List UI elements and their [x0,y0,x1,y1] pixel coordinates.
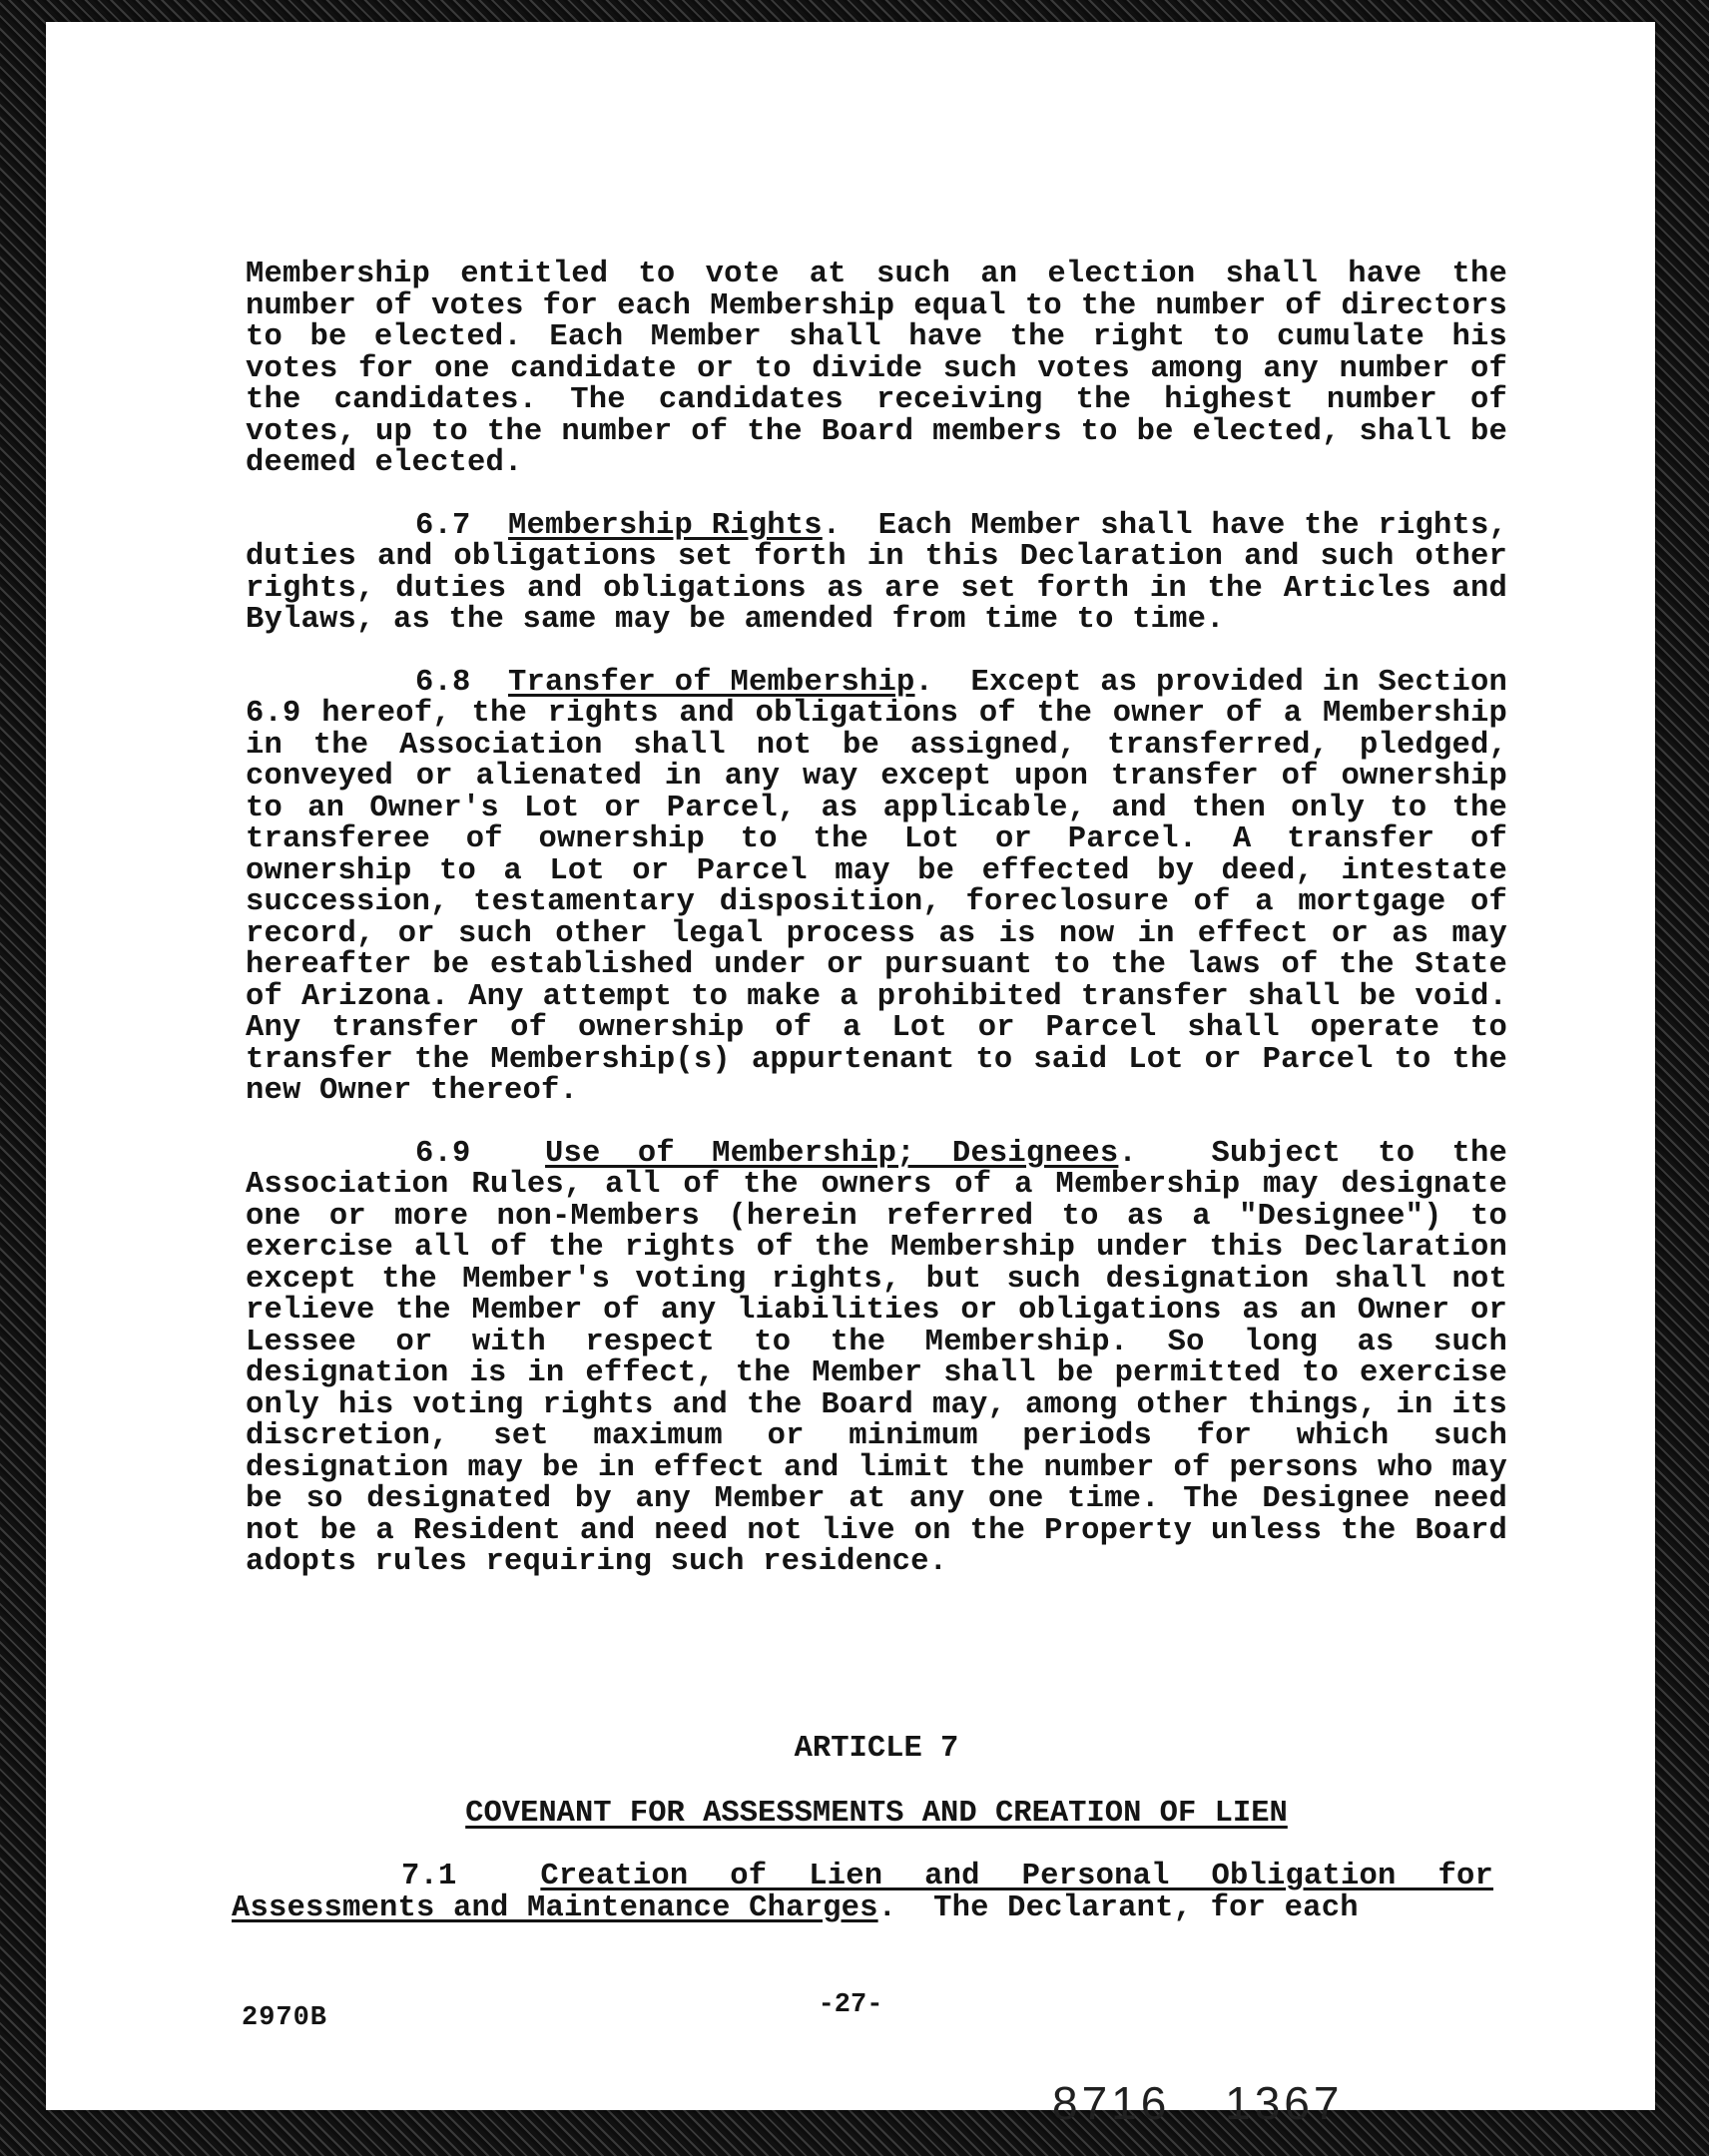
section-6-7: 6.7 Membership Rights. Each Member shall have the rights, duties and obligations set forth in this Declaration and such other rights, duties and obligations as are set forth in the Articles and Bylaws, as the same may be amended from time to time. [246,508,1507,637]
article-heading: ARTICLE 7 [794,1732,959,1766]
section-title: Transfer of Membership [507,665,915,700]
section-text: The Declarant, for each [933,1890,1359,1925]
section-text: Each Member shall have the rights, duties and obligations set forth in this Declaration and such other rights, duties and obligations as are set forth in the Articles and Bylaws, as the same may be amended from time to time. [246,508,1507,637]
section-title: Membership Rights [507,508,823,543]
section-title: Use of Membership; Designees [545,1136,1119,1171]
section-title: Creation of Lien and Personal Obligation for Assessments and Maintenance Charges [232,1860,1493,1925]
page-number: -27- [818,1990,883,2020]
book-page-stamp: 8716 1367 [1052,2077,1344,2129]
section-7-1: 7.1 Creation of Lien and Personal Obligation for Assessments and Maintenance Charges. The Declarant, for each [232,1860,1493,1925]
continuation-paragraph: Membership entitled to vote at such an election shall have the number of votes for each Membership equal to the number of directors to be elected. Each Member shall have the right to cumulate his votes for one candidate or to divide such votes among any number of the candidates. The candidates receiving the highest number of votes, up to the number of the Board members to be elected, shall be deemed elected. [246,258,1507,480]
document-page [46,22,1655,2129]
section-number: 6.7 [415,508,471,543]
section-number: 7.1 [401,1860,457,1893]
section-text: Except as provided in Section 6.9 hereof, the rights and obligations of the owner of a Membership in the Association shall not be assigned, transferred, pledged, conveyed or alienated in any way except upon transfer of ownership to an Owner's Lot or Parcel, as applicable, and then only to the transferee of ownership to the Lot or Parcel. A transfer of ownership to a Lot or Parcel may be effected by deed, intestate succession, testamentary disposition, foreclosure of a mortgage of record, or such other legal process as is now in effect or as may hereafter be established under or pursuant to the laws of the State of Arizona. Any attempt to make a prohibited transfer shall be void. Any transfer of ownership of a Lot or Parcel shall operate to transfer the Membership(s) appurtenant to said Lot or Parcel to the new Owner thereof. [246,665,1507,1108]
section-number: 6.9 [415,1136,471,1171]
section-text: Subject to the Association Rules, all of the owners of a Membership may designate one or more non-Members (herein referred to as a "Designee") to exercise all of the rights of the Membership under this Declaration except the Member's voting rights, but such designation shall not relieve the Member of any liabilities or obligations as an Owner or Lessee or with respect to the Membership. So long as such designation is in effect, the Member shall be permitted to exercise only his voting rights and the Board may, among other things, in its discretion, set maximum or minimum periods for which such designation may be in effect and limit the number of persons who may be so designated by any Member at any one time. The Designee need not be a Resident and need not live on the Property unless the Board adopts rules requiring such residence. [246,1136,1507,1579]
section-6-8: 6.8 Transfer of Membership. Except as provided in Section 6.9 hereof, the rights and obligations of the owner of a Membership in the Association shall not be assigned, transferred, pledged, conveyed or alienated in any way except upon transfer of ownership to an Owner's Lot or Parcel, as applicable, and then only to the transferee of ownership to the Lot or Parcel. A transfer of ownership to a Lot or Parcel may be effected by deed, intestate succession, testamentary disposition, foreclosure of a mortgage of record, or such other legal process as is now in effect or as may hereafter be established under or pursuant to the laws of the State of Arizona. Any attempt to make a prohibited transfer shall be void. Any transfer of ownership of a Lot or Parcel shall operate to transfer the Membership(s) appurtenant to said Lot or Parcel to the new Owner thereof. [246,665,1507,1108]
document-code: 2970B [242,2003,328,2033]
article-title: COVENANT FOR ASSESSMENTS AND CREATION OF LIEN [465,1797,1288,1831]
section-6-9: 6.9 Use of Membership; Designees. Subject to the Association Rules, all of the owners of a Membership may designate one or more non-Members (herein referred to as a "Designee") to exercise all of the rights of the Membership under this Declaration except the Member's voting rights, but such designation shall not relieve the Member of any liabilities or obligations as an Owner or Lessee or with respect to the Membership. So long as such designation is in effect, the Member shall be permitted to exercise only his voting rights and the Board may, among other things, in its discretion, set maximum or minimum periods for which such designation may be in effect and limit the number of persons who may be so designated by any Member at any one time. The Designee need not be a Resident and need not live on the Property unless the Board adopts rules requiring such residence. [246,1136,1507,1579]
document-body [246,260,1507,1579]
section-number: 6.8 [415,665,471,700]
